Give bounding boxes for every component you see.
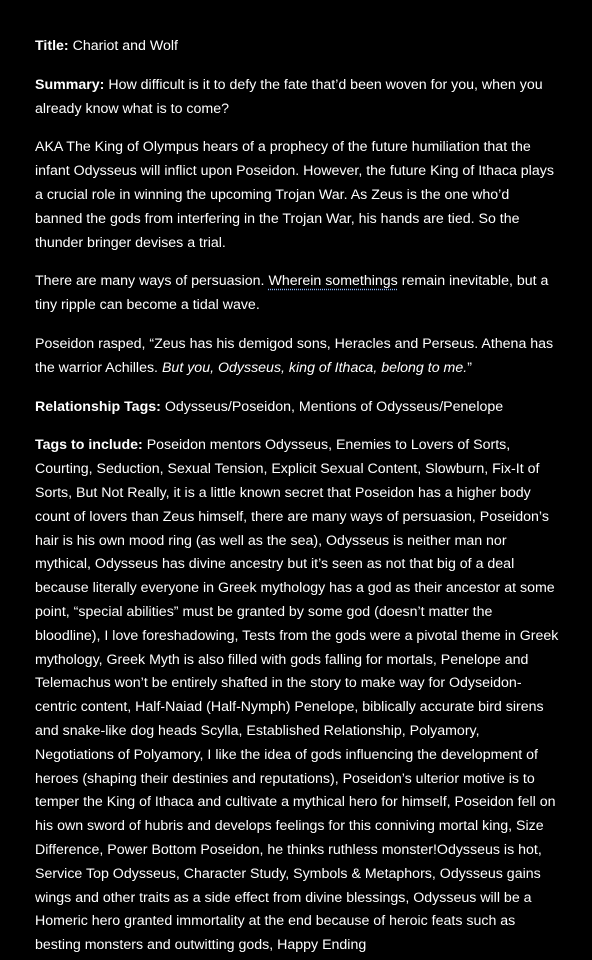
quote-text: Poseidon rasped, “Zeus has his demigod sons, Heracles and Perseus. Athena has the warrior Achilles. xyxy=(35,335,554,376)
summary-line xyxy=(35,74,559,122)
relationship-tags-value: Odysseus/Poseidon, Mentions of Odysseus/Penelope xyxy=(164,398,504,415)
quote-close-mark: ” xyxy=(467,359,472,376)
tags-to-include-paragraph xyxy=(35,434,559,958)
summary-value: How difficult is it to defy the fate that’d been woven for you, when you already know what is to come? xyxy=(35,76,543,117)
relationship-tags-label: Relationship Tags: xyxy=(35,398,161,415)
spellcheck-flagged-phrase[interactable]: Wherein somethings xyxy=(268,273,398,290)
tags-to-include-value: Poseidon mentors Odysseus, Enemies to Lovers of Sorts, Courting, Seduction, Sexual Tension, Explicit Sexual Content, Slowburn, Fix-It of Sorts, But Not Really, it is a little known secret that Poseidon has a higher body count of lovers than Zeus himself, there are many ways of persuasion, Poseidon’s hair is his own mood ring (as well as the sea), Odysseus is neither man nor mythical, Odysseus has divine ancestry but it’s seen as not that big of a deal because literally everyone in Greek mythology has a god as their ancestor at some point, “special abilities” must be granted by some god (doesn’t matter the bloodline), I love foreshadowing, Tests from the gods were a pivotal theme in Greek mythology, Greek Myth is also filled with gods falling for mortals, Penelope and Telemachus won’t be entirely shafted in the story to make way for Odyseidon-centric content, Half-Naiad (Half-Nymph) Penelope, biblically accurate bird sirens and snake-like dog heads Scylla, Established Relationship, Polyamory, Negotiations of Polyamory, I like the idea of gods influencing the development of heroes (shaping their destinies and reputations), Poseidon’s ulterior motive is to temper the King of Ithaca and cultivate a mythical hero for himself, Poseidon fell on his own sword of hubris and develops feelings for this conniving mortal king, Size Difference, Power Bottom Poseidon, he thinks ruthless monster!Odysseus is hot, Service Top Odysseus, Character Study, Symbols & Metaphors, Odysseus gains wings and other traits as a side effect from divine blessings, Odysseus will be a Homeric hero granted immortality at the end because of heroic feats such as besting monsters and outwitting gods, Happy Ending xyxy=(35,437,559,954)
aka-paragraph: AKA The King of Olympus hears of a prophecy of the future humiliation that the infant Odysseus will inflict upon Poseidon. However, the future King of Ithaca plays a crucial role in winning the upcoming Trojan War. As Zeus is the one who’d banned the gods from interfering in the Trojan War, his hands are tied. So the thunder bringer devises a trial. xyxy=(35,139,554,251)
tags-to-include-label: Tags to include: xyxy=(35,437,143,454)
persuasion-text-start: There are many ways of persuasion. xyxy=(35,273,265,290)
title-label: Title: xyxy=(35,38,69,54)
title-value: Chariot and Wolf xyxy=(72,38,179,54)
persuasion-text-end: remain inevitable, but a tiny ripple can become a tidal wave. xyxy=(35,273,549,314)
quote-italic-text: But you, Odysseus, king of Ithaca, belong to me. xyxy=(161,359,468,376)
relationship-tags-line xyxy=(35,396,559,420)
title-line xyxy=(35,35,559,59)
persuasion-paragraph xyxy=(35,270,559,318)
quote-paragraph xyxy=(35,333,559,381)
summary-label: Summary: xyxy=(35,76,105,93)
